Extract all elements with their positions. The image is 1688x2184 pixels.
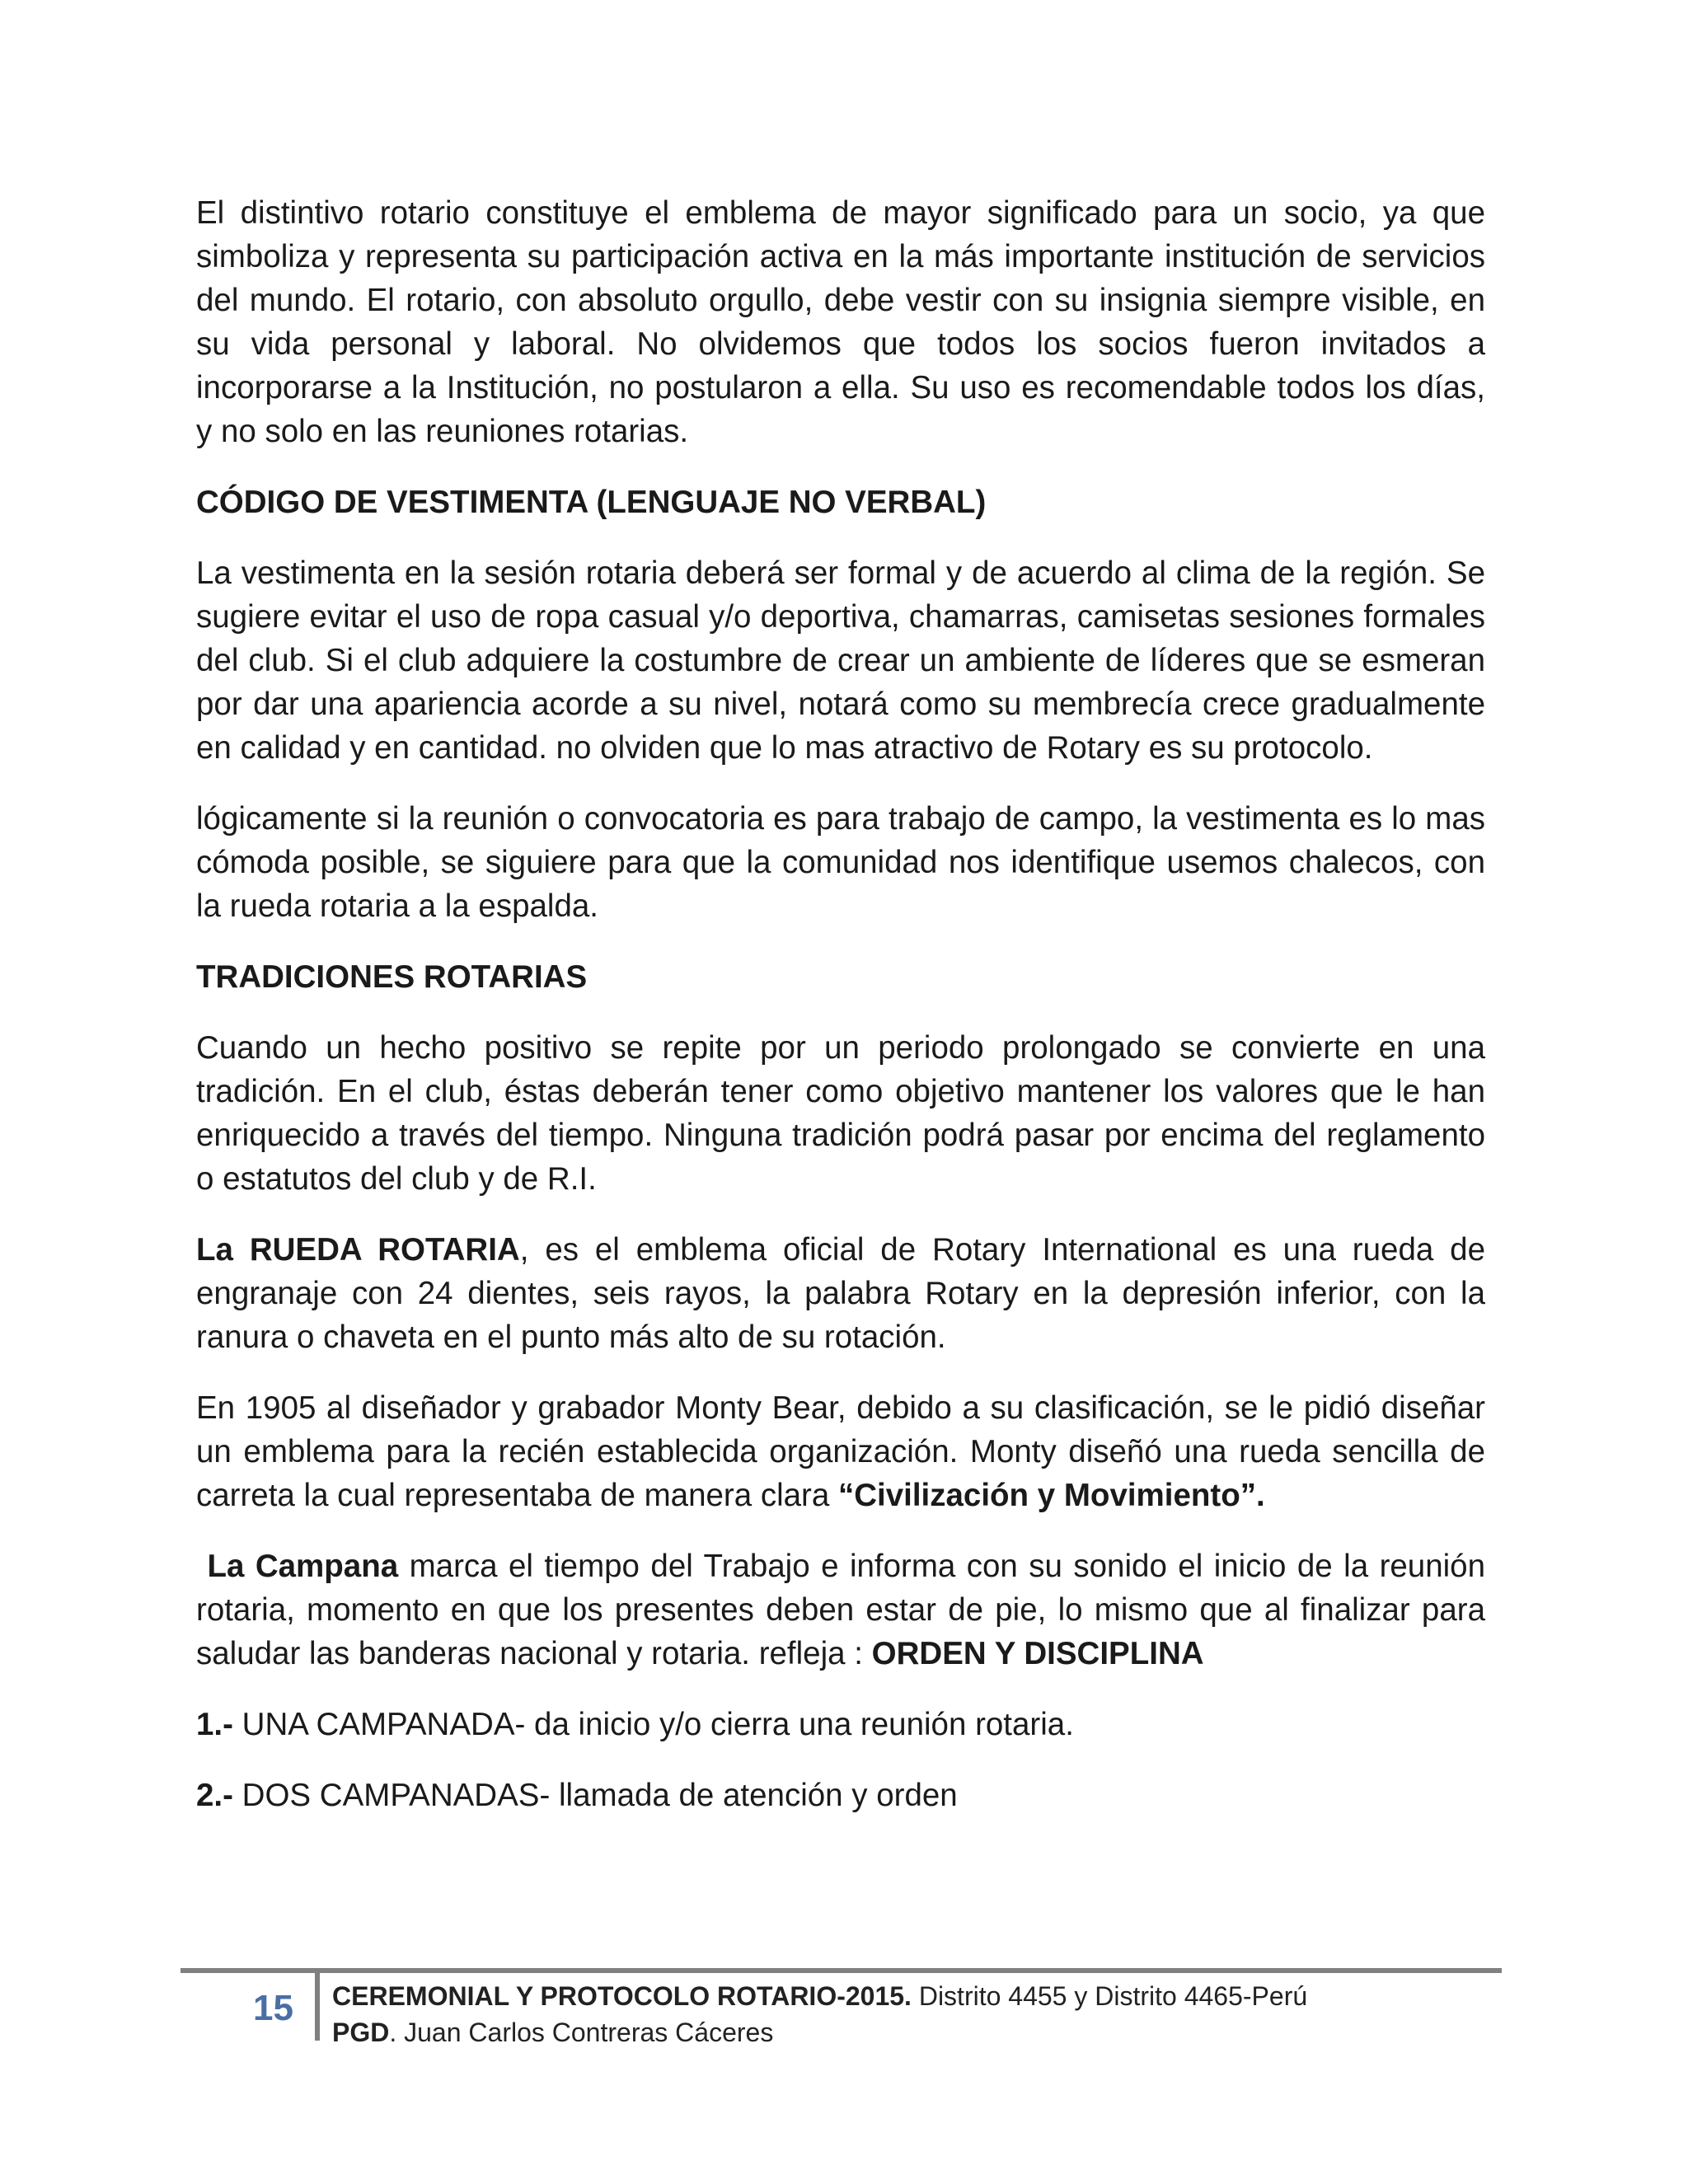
footer-rule: [181, 1968, 1502, 1973]
bell-description: marca el tiempo del Trabajo e informa con su sonido el inicio de la reunión rotaria, momento en que los presentes deben estar de pie, lo mismo que al finalizar para saludar las banderas nacional y rotaria. refleja :: [196, 1549, 1486, 1671]
list-item-number: 1.-: [196, 1707, 233, 1742]
footer-author-title: PGD: [332, 2018, 390, 2047]
paragraph-dress-code: La vestimenta en la sesión rotaria deberá ser formal y de acuerdo al clima de la región. Se sugiere evitar el uso de ropa casual y/o deportiva, chamarras, camisetas sesiones formales del club. Si el club adquiere la costumbre de crear un ambiente de líderes que se esmeran por dar una apariencia acorde a su nivel, notará como su membrecía crece gradualmente en calidad y en cantidad. no olviden que lo mas atractivo de Rotary es su protocolo.: [196, 555, 1485, 766]
footer-districts: Distrito 4455 y Distrito 4465-Perú: [911, 1981, 1308, 2011]
footer-line-2: [332, 2014, 1307, 2050]
footer-title: CEREMONIAL Y PROTOCOLO ROTARIO-2015.: [332, 1981, 912, 2011]
footer-text: [332, 1978, 1307, 2050]
bell-term: La Campana: [207, 1549, 399, 1584]
paragraph-history: [196, 1386, 1485, 1517]
list-item-text: UNA CAMPANADA- da inicio y/o cierra una reunión rotaria.: [232, 1707, 1074, 1742]
list-item-number: 2.-: [196, 1778, 233, 1813]
page-footer: [181, 1968, 1502, 2050]
heading-dress-code: CÓDIGO DE VESTIMENTA (LENGUAJE NO VERBAL): [196, 485, 987, 520]
paragraph-insignia: El distintivo rotario constituye el emblema de mayor significado para un socio, ya que simboliza y representa su participación activa en la más importante institución de servicios del mundo. El rotario, con absoluto orgullo, debe vestir con su insignia siempre visible, en su vida personal y laboral. No olvidemos que todos los socios fueron invitados a incorporarse a la Institución, no postularon a ella. Su uso es recomendable todos los días, y no solo en las reuniones rotarias.: [196, 195, 1485, 449]
history-quote: “Civilización y Movimiento”.: [838, 1478, 1265, 1513]
rotary-wheel-description: , es el emblema oficial de Rotary International es una rueda de engranaje con 24 dientes, seis rayos, la palabra Rotary en la depresión inferior, con la ranura o chaveta en el punto más alto de su rotación.: [196, 1232, 1485, 1355]
heading-traditions: TRADICIONES ROTARIAS: [196, 959, 588, 995]
list-item-text: DOS CAMPANADAS- llamada de atención y orden: [232, 1778, 958, 1813]
rotary-wheel-term: La RUEDA ROTARIA: [196, 1232, 520, 1268]
paragraph-rotary-wheel: [196, 1228, 1485, 1359]
paragraph-field-work: lógicamente si la reunión o convocatoria es para trabajo de campo, la vestimenta es lo mas cómoda posible, se siguiere para que la comunidad nos identifique usemos chalecos, con la rueda rotaria a la espalda.: [196, 801, 1485, 924]
list-item: [196, 1703, 1485, 1746]
page-body: [196, 191, 1485, 1844]
paragraph-bell: [196, 1544, 1485, 1675]
page-number: 15: [253, 1988, 293, 2028]
footer-divider: [315, 1973, 320, 2041]
history-text: En 1905 al diseñador y grabador Monty Bear, debido a su clasificación, se le pidió diseñar un emblema para la recién establecida organización. Monty diseñó una rueda sencilla de carreta la cual representaba de manera clara: [196, 1390, 1485, 1513]
footer-line-1: [332, 1978, 1307, 2014]
footer-author-name: . Juan Carlos Contreras Cáceres: [389, 2018, 774, 2047]
bell-emphasis: ORDEN Y DISCIPLINA: [871, 1636, 1204, 1671]
list-item: [196, 1774, 1485, 1817]
paragraph-traditions: Cuando un hecho positivo se repite por un periodo prolongado se convierte en una tradición. En el club, éstas deberán tener como objetivo mantener los valores que le han enriquecido a través del tiempo. Ninguna tradición podrá pasar por encima del reglamento o estatutos del club y de R.I.: [196, 1030, 1485, 1197]
